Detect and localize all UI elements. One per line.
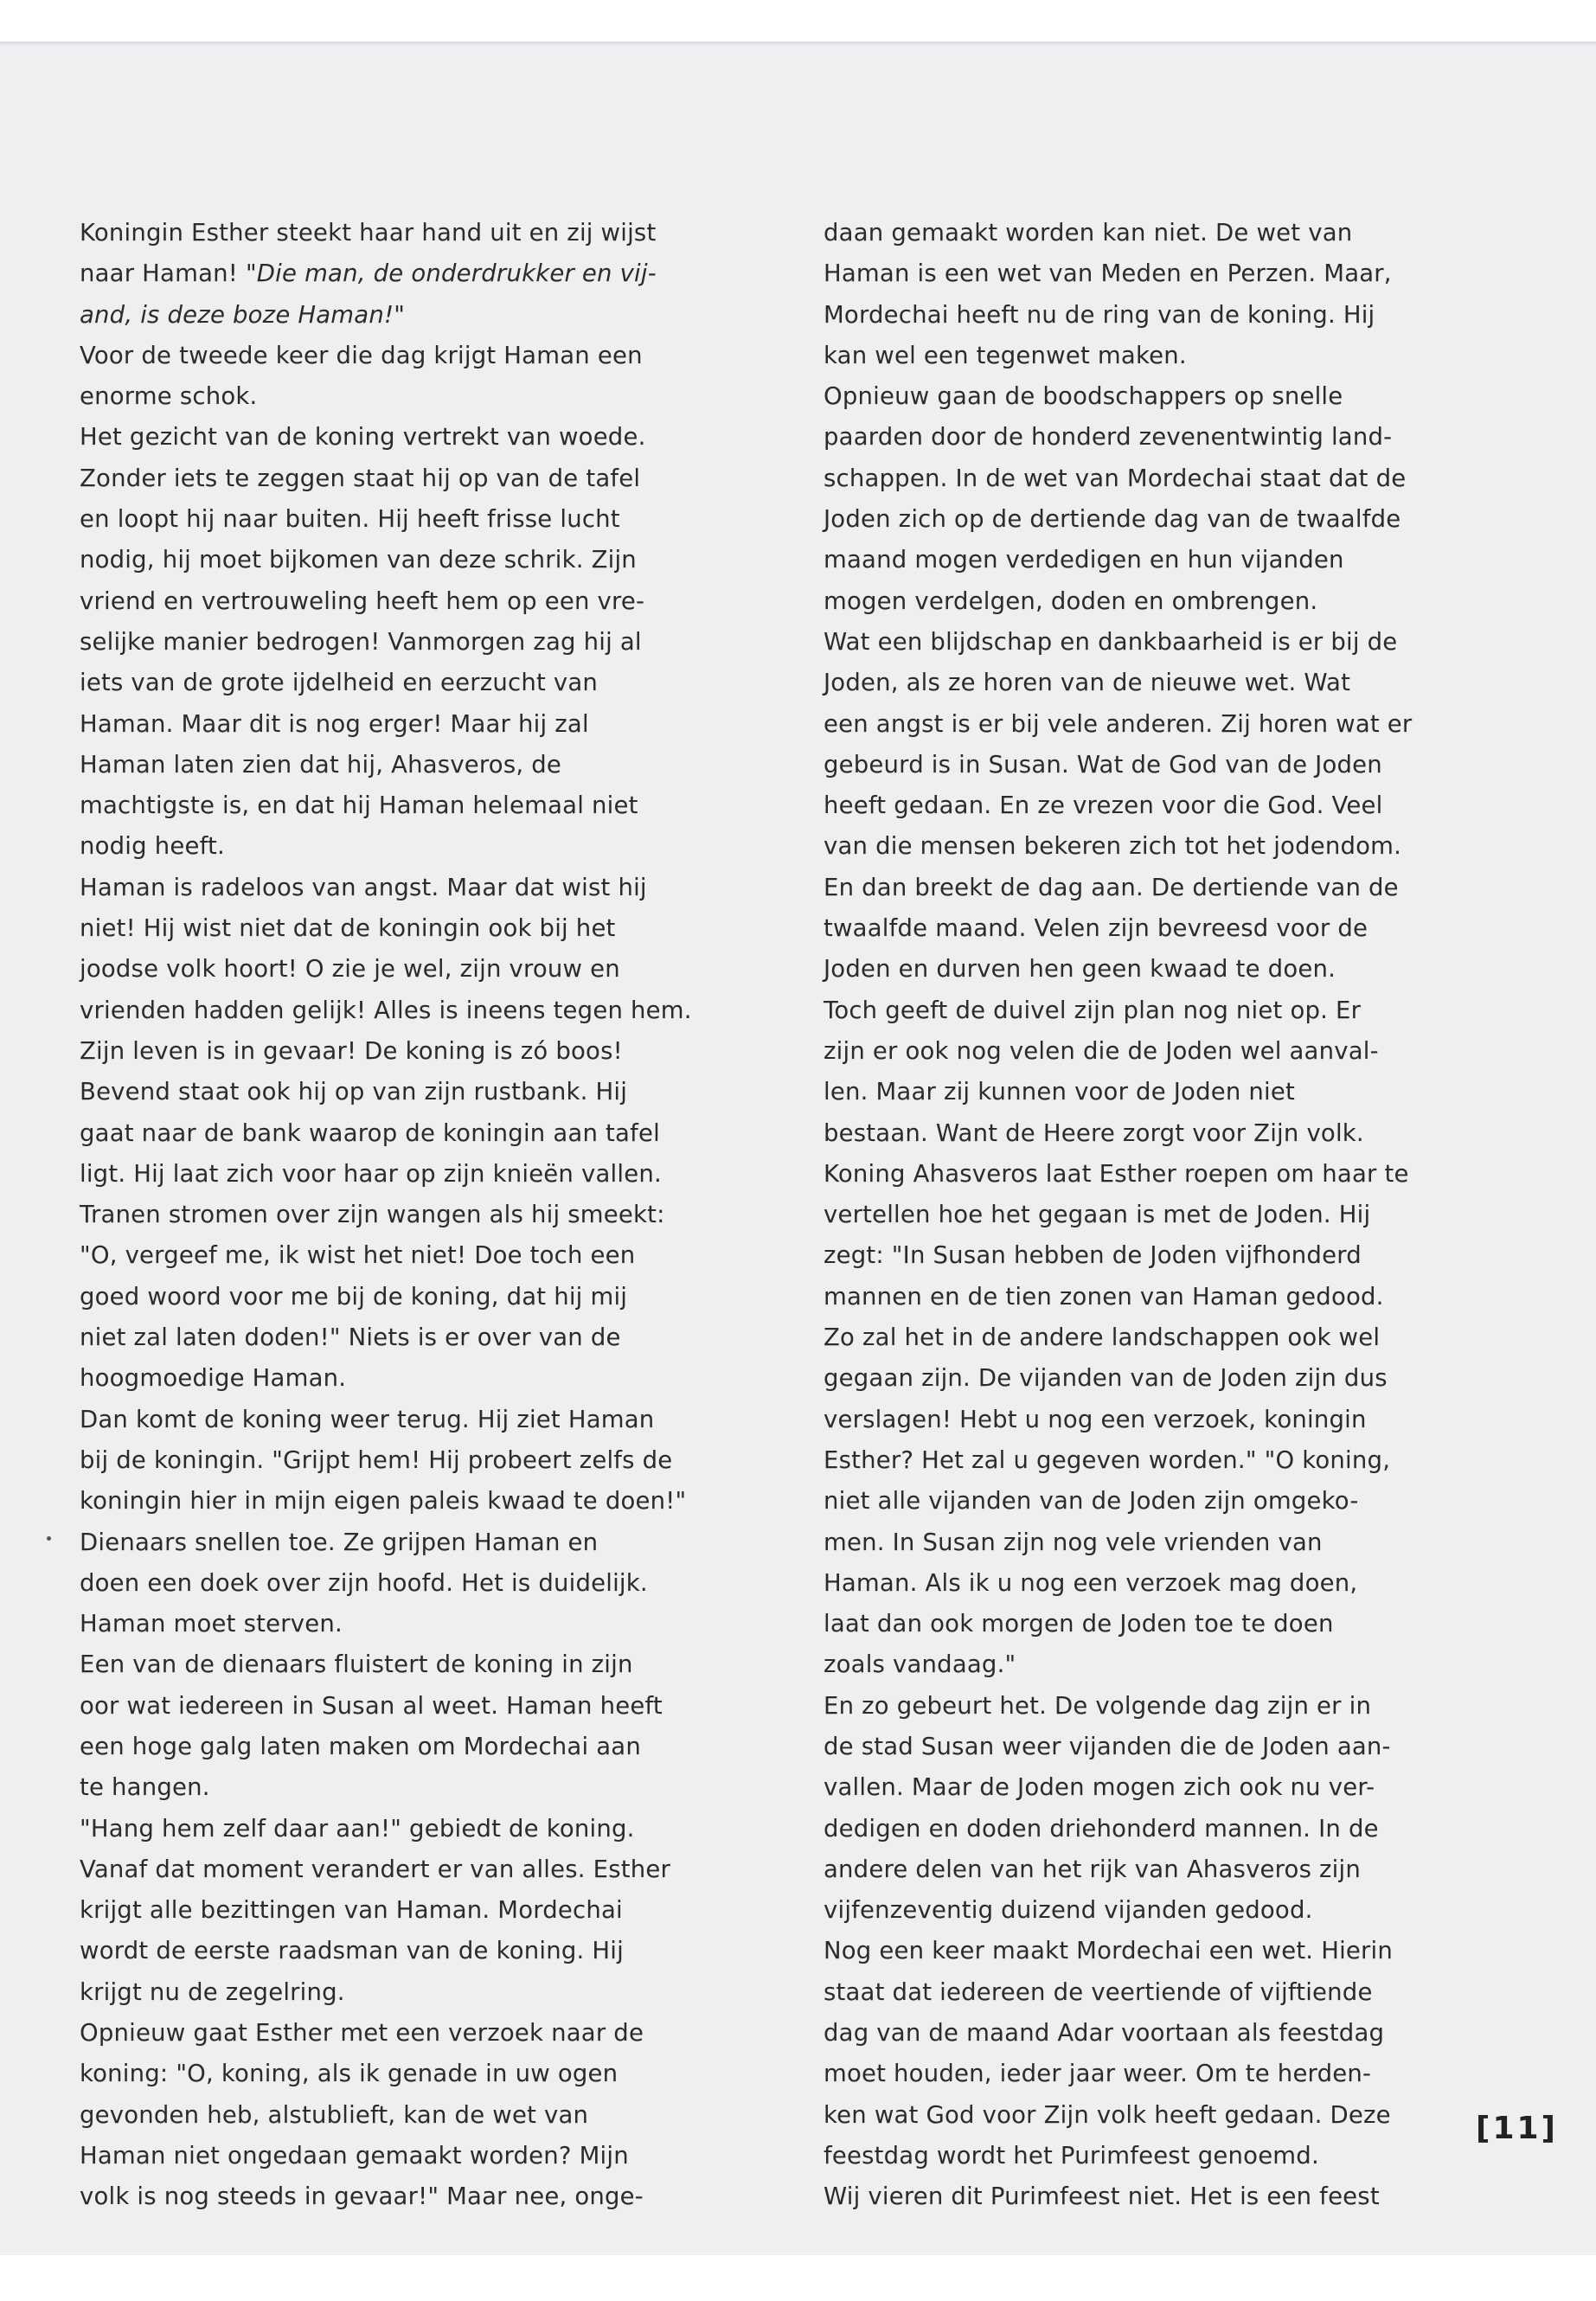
text-line: vriend en vertrouweling heeft hem op een vre- bbox=[80, 586, 645, 615]
text-line: verslagen! Hebt u nog een verzoek, koningin bbox=[824, 1405, 1367, 1433]
text-line: Haman moet sterven. bbox=[80, 1610, 343, 1638]
text-line: krijgt alle bezittingen van Haman. Mordechai bbox=[80, 1896, 623, 1925]
text-line: "O, vergeef me, ik wist het niet! Doe toch een bbox=[80, 1241, 636, 1270]
text-line: hoogmoedige Haman. bbox=[80, 1364, 347, 1393]
text-line: gegaan zijn. De vijanden van de Joden zijn dus bbox=[824, 1364, 1388, 1393]
text-line: Zijn leven is in gevaar! De koning is zó boos! bbox=[80, 1036, 623, 1065]
text-line: nodig, hij moet bijkomen van deze schrik. Zijn bbox=[80, 546, 637, 574]
text-line: volk is nog steeds in gevaar!" Maar nee, onge- bbox=[80, 2182, 644, 2211]
text-line: de stad Susan weer vijanden die de Joden aan- bbox=[824, 1732, 1391, 1760]
text-line: men. In Susan zijn nog vele vrienden van bbox=[824, 1528, 1323, 1556]
text-line: Haman laten zien dat hij, Ahasveros, de bbox=[80, 750, 562, 779]
print-speck bbox=[47, 1536, 51, 1541]
text-line: Esther? Het zal u gegeven worden." "O koning, bbox=[824, 1445, 1391, 1474]
text-line: van die mensen bekeren zich tot het jodendom. bbox=[824, 832, 1402, 861]
text-line: daan gemaakt worden kan niet. De wet van bbox=[824, 219, 1353, 247]
text-line: Nog een keer maakt Mordechai een wet. Hierin bbox=[824, 1937, 1394, 1965]
text-line: Toch geeft de duivel zijn plan nog niet op. Er bbox=[824, 996, 1362, 1024]
text-line: krijgt nu de zegelring. bbox=[80, 1977, 345, 2006]
text-line: machtigste is, en dat hij Haman helemaal niet bbox=[80, 792, 638, 820]
text-line: Zo zal het in de andere landschappen ook wel bbox=[824, 1324, 1381, 1352]
text-line: and, is deze boze Haman!" bbox=[80, 300, 406, 329]
text-line: vertellen hoe het gegaan is met de Joden. Hij bbox=[824, 1201, 1371, 1229]
text-line: feestdag wordt het Purimfeest genoemd. bbox=[824, 2141, 1319, 2170]
text-line: Een van de dienaars fluistert de koning in zijn bbox=[80, 1650, 633, 1679]
text-line: Dan komt de koning weer terug. Hij ziet Haman bbox=[80, 1405, 655, 1433]
book-page bbox=[0, 45, 1596, 2255]
text-line: dag van de maand Adar voortaan als feestdag bbox=[824, 2019, 1385, 2048]
text-line: iets van de grote ijdelheid en eerzucht van bbox=[80, 669, 599, 697]
text-line: wordt de eerste raadsman van de koning. Hij bbox=[80, 1937, 624, 1965]
text-line: Dienaars snellen toe. Ze grijpen Haman en bbox=[80, 1528, 599, 1556]
text-line: Opnieuw gaan de boodschappers op snelle bbox=[824, 382, 1343, 411]
text-line: goed woord voor me bij de koning, dat hij mij bbox=[80, 1282, 628, 1311]
text-line: Haman is een wet van Meden en Perzen. Maar, bbox=[824, 260, 1392, 288]
text-line: Voor de tweede keer die dag krijgt Haman een bbox=[80, 341, 643, 369]
left-text-column bbox=[80, 213, 737, 2218]
text-line: ken wat God voor Zijn volk heeft gedaan. Deze bbox=[824, 2100, 1391, 2129]
text-line: Joden, als ze horen van de nieuwe wet. Wat bbox=[824, 669, 1351, 697]
text-line: bij de koningin. "Grijpt hem! Hij probeert zelfs de bbox=[80, 1445, 673, 1474]
text-line: doen een doek over zijn hoofd. Het is duidelijk. bbox=[80, 1568, 648, 1597]
text-line: koning: "O, koning, als ik genade in uw ogen bbox=[80, 2060, 619, 2088]
text-line: Koningin Esther steekt haar hand uit en zij wijst bbox=[80, 219, 657, 247]
text-line: Het gezicht van de koning vertrekt van woede. bbox=[80, 423, 646, 452]
text-line: Haman. Als ik u nog een verzoek mag doen, bbox=[824, 1568, 1358, 1597]
text-line: gaat naar de bank waarop de koningin aan tafel bbox=[80, 1118, 660, 1147]
text-line: twaalfde maand. Velen zijn bevreesd voor de bbox=[824, 914, 1368, 943]
text-line: vallen. Maar de Joden mogen zich ook nu ver- bbox=[824, 1773, 1375, 1802]
text-line: gevonden heb, alstublieft, kan de wet van bbox=[80, 2100, 589, 2129]
page-number: [11] bbox=[1476, 2111, 1559, 2146]
text-line: ligt. Hij laat zich voor haar op zijn knieën vallen. bbox=[80, 1159, 662, 1188]
text-line: Wat een blijdschap en dankbaarheid is er bij de bbox=[824, 627, 1398, 656]
text-line: selijke manier bedrogen! Vanmorgen zag hij al bbox=[80, 627, 642, 656]
text-line: mannen en de tien zonen van Haman gedood. bbox=[824, 1282, 1384, 1311]
text-line: maand mogen verdedigen en hun vijanden bbox=[824, 546, 1344, 574]
text-line: andere delen van het rijk van Ahasveros zijn bbox=[824, 1855, 1361, 1883]
text-line: een angst is er bij vele anderen. Zij horen wat er bbox=[824, 709, 1413, 738]
text-line: dedigen en doden driehonderd mannen. In de bbox=[824, 1814, 1379, 1843]
text-line: oor wat iedereen in Susan al weet. Haman heeft bbox=[80, 1691, 663, 1720]
text-line: Wij vieren dit Purimfeest niet. Het is een feest bbox=[824, 2182, 1380, 2211]
text-line: En dan breekt de dag aan. De dertiende van de bbox=[824, 873, 1399, 901]
right-text-column bbox=[824, 213, 1481, 2218]
text-line: te hangen. bbox=[80, 1773, 210, 1802]
text-line: moet houden, ieder jaar weer. Om te herden- bbox=[824, 2060, 1372, 2088]
text-line: niet alle vijanden van de Joden zijn omgeko- bbox=[824, 1487, 1359, 1516]
text-line: len. Maar zij kunnen voor de Joden niet bbox=[824, 1078, 1296, 1106]
text-line: Bevend staat ook hij op van zijn rustbank. Hij bbox=[80, 1078, 628, 1106]
text-line: schappen. In de wet van Mordechai staat dat de bbox=[824, 464, 1407, 492]
text-line: En zo gebeurt het. De volgende dag zijn er in bbox=[824, 1691, 1372, 1720]
text-line: Opnieuw gaat Esther met een verzoek naar de bbox=[80, 2019, 644, 2048]
text-line: niet zal laten doden!" Niets is er over van de bbox=[80, 1324, 621, 1352]
text-line: en loopt hij naar buiten. Hij heeft frisse lucht bbox=[80, 505, 620, 534]
text-line: een hoge galg laten maken om Mordechai aan bbox=[80, 1732, 641, 1760]
text-line: koningin hier in mijn eigen paleis kwaad te doen!" bbox=[80, 1487, 687, 1516]
text-line: Haman is radeloos van angst. Maar dat wist hij bbox=[80, 873, 647, 901]
text-line: kan wel een tegenwet maken. bbox=[824, 341, 1187, 369]
text-line: Tranen stromen over zijn wangen als hij smeekt: bbox=[80, 1201, 665, 1229]
text-line: laat dan ook morgen de Joden toe te doen bbox=[824, 1610, 1334, 1638]
text-line: staat dat iedereen de veertiende of vijftiende bbox=[824, 1977, 1373, 2006]
text-line: Joden zich op de dertiende dag van de twaalfde bbox=[824, 505, 1401, 534]
text-line: joodse volk hoort! O zie je wel, zijn vrouw en bbox=[80, 955, 620, 984]
text-line: enorme schok. bbox=[80, 382, 258, 411]
text-line: mogen verdelgen, doden en ombrengen. bbox=[824, 586, 1318, 615]
text-line: Koning Ahasveros laat Esther roepen om haar te bbox=[824, 1159, 1409, 1188]
text-line: heeft gedaan. En ze vrezen voor die God. Veel bbox=[824, 792, 1383, 820]
text-line: Vanaf dat moment verandert er van alles. Esther bbox=[80, 1855, 670, 1883]
text-line: zegt: "In Susan hebben de Joden vijfhonderd bbox=[824, 1241, 1362, 1270]
text-line: bestaan. Want de Heere zorgt voor Zijn volk. bbox=[824, 1118, 1364, 1147]
text-line: Joden en durven hen geen kwaad te doen. bbox=[824, 955, 1336, 984]
text-line: Haman niet ongedaan gemaakt worden? Mijn bbox=[80, 2141, 629, 2170]
text-line: paarden door de honderd zevenentwintig land- bbox=[824, 423, 1393, 452]
text-line: niet! Hij wist niet dat de koningin ook bij het bbox=[80, 914, 616, 943]
text-line: gebeurd is in Susan. Wat de God van de Joden bbox=[824, 750, 1382, 779]
text-line: Mordechai heeft nu de ring van de koning. Hij bbox=[824, 300, 1375, 329]
text-line: vijfenzeventig duizend vijanden gedood. bbox=[824, 1896, 1313, 1925]
text-line: "Hang hem zelf daar aan!" gebiedt de koning. bbox=[80, 1814, 635, 1843]
text-line: zoals vandaag." bbox=[824, 1650, 1016, 1679]
text-line: zijn er ook nog velen die de Joden wel aanval- bbox=[824, 1036, 1379, 1065]
text-line: naar Haman! "Die man, de onderdrukker en vij- bbox=[80, 260, 657, 288]
text-line: nodig heeft. bbox=[80, 832, 225, 861]
text-line: vrienden hadden gelijk! Alles is ineens tegen hem. bbox=[80, 996, 692, 1024]
text-line: Haman. Maar dit is nog erger! Maar hij zal bbox=[80, 709, 589, 738]
text-line: Zonder iets te zeggen staat hij op van de tafel bbox=[80, 464, 641, 492]
